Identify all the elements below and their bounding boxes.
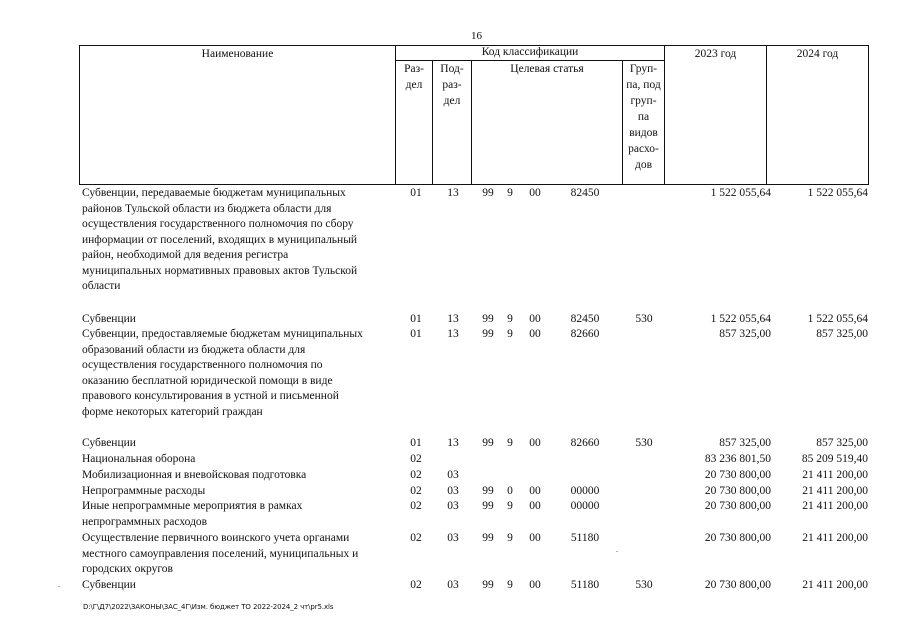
row-expense-group: 530 (635, 313, 653, 325)
row-podrazdel: 03 (447, 485, 459, 497)
row-name: Субвенции, передаваемые бюджетам муниципальных районов Тульской области из бюджета области для осуществления государственного полномочия по сбору информации от поселений, входящих в муниципальный район, необходимой для ведения регистра муниципальных нормативных правовых актов Тульской области (82, 187, 358, 292)
row-value-2023: 857 325,00 (719, 328, 771, 340)
row-target-program: 99 (482, 579, 494, 591)
row-target-main: 00 (529, 187, 541, 199)
row-value-2024: 21 411 200,00 (802, 532, 868, 544)
row-value-2023: 1 522 055,64 (710, 313, 771, 325)
row-podrazdel: 13 (447, 328, 459, 340)
row-name: Национальная оборона (82, 453, 196, 465)
footer-file-path: D:\Г\Д7\2022\ЗАКОНЫ\ЗАС_4Г\Изм. бюджет ТО 2022-2024_2 чт\pr5.xls (83, 603, 334, 611)
row-target-direction: 51180 (570, 579, 600, 591)
row-name: Субвенции (82, 579, 136, 591)
row-name: Субвенции, предоставляемые бюджетам муниципальных образований области из бюджета области для осуществления государственного полномочия по оказанию бесплатной юридической помощи в виде правового консультирования в устной и письменной форме некоторых категорий граждан (82, 328, 363, 418)
table-header (79, 45, 869, 185)
row-podrazdel: 03 (447, 469, 459, 481)
header-year-2024: 2024 год (767, 46, 869, 185)
row-name: Субвенции (82, 437, 136, 449)
row-podrazdel: 13 (447, 437, 459, 449)
row-razdel: 02 (410, 579, 422, 591)
header-group: Груп- па, под груп- па видов расхо- дов (623, 61, 665, 185)
header-name: Наименование (80, 46, 396, 185)
row-target-direction: 51180 (570, 532, 600, 544)
row-value-2024: 21 411 200,00 (802, 579, 868, 591)
row-target-main: 00 (529, 579, 541, 591)
row-value-2023: 20 730 800,00 (704, 579, 771, 591)
row-target-subprogram: 9 (507, 313, 513, 325)
row-target-direction: 82660 (570, 437, 600, 449)
row-razdel: 01 (410, 313, 422, 325)
row-razdel: 02 (410, 485, 422, 497)
row-podrazdel: 03 (447, 500, 459, 512)
row-razdel: 02 (410, 469, 422, 481)
row-target-subprogram: 0 (507, 485, 513, 497)
row-podrazdel: 03 (447, 579, 459, 591)
row-target-direction: 00000 (570, 485, 600, 497)
row-value-2024: 857 325,00 (816, 328, 868, 340)
row-value-2024: 1 522 055,64 (807, 313, 868, 325)
row-razdel: 01 (410, 328, 422, 340)
header-year-2023: 2023 год (665, 46, 767, 185)
row-target-main: 00 (529, 328, 541, 340)
row-podrazdel: 13 (447, 187, 459, 199)
row-target-direction: 82660 (570, 328, 600, 340)
row-name: Непрограммные расходы (82, 485, 206, 497)
row-expense-group: 530 (635, 437, 653, 449)
row-value-2023: 857 325,00 (719, 437, 771, 449)
row-razdel: 01 (410, 187, 422, 199)
row-target-program: 99 (482, 532, 494, 544)
row-expense-group: 530 (635, 579, 653, 591)
row-target-direction: 82450 (570, 187, 600, 199)
row-target-subprogram: 9 (507, 532, 513, 544)
row-target-direction: 82450 (570, 313, 600, 325)
row-target-subprogram: 9 (507, 500, 513, 512)
row-target-program: 99 (482, 485, 494, 497)
row-target-main: 00 (529, 313, 541, 325)
row-name: Иные непрограммные мероприятия в рамках непрограммных расходов (82, 500, 303, 528)
header-podrazdel: Под- раз- дел (433, 61, 472, 185)
header-code-classification: Код классификации (396, 46, 665, 61)
row-value-2024: 21 411 200,00 (802, 469, 868, 481)
header-razdel: Раз- дел (396, 61, 433, 185)
row-target-main: 00 (529, 500, 541, 512)
row-value-2024: 1 522 055,64 (807, 187, 868, 199)
page-number: 16 (471, 30, 482, 42)
row-target-program: 99 (482, 328, 494, 340)
row-name: Мобилизационная и вневойсковая подготовка (82, 469, 307, 481)
row-name: Осуществление первичного воинского учета органами местного самоуправления поселений, муниципальных и городских округов (82, 532, 359, 575)
row-value-2024: 21 411 200,00 (802, 485, 868, 497)
row-target-program: 99 (482, 500, 494, 512)
row-razdel: 01 (410, 437, 422, 449)
row-value-2023: 1 522 055,64 (710, 187, 771, 199)
row-value-2024: 85 209 519,40 (801, 453, 868, 465)
row-podrazdel: 13 (447, 313, 459, 325)
header-target-article: Целевая статья (472, 61, 623, 185)
row-target-direction: 00000 (570, 500, 600, 512)
row-target-program: 99 (482, 313, 494, 325)
row-value-2023: 20 730 800,00 (704, 500, 771, 512)
row-target-program: 99 (482, 187, 494, 199)
row-value-2023: 20 730 800,00 (704, 485, 771, 497)
row-razdel: 02 (410, 453, 422, 465)
row-value-2023: 20 730 800,00 (704, 469, 771, 481)
row-target-subprogram: 9 (507, 328, 513, 340)
row-target-main: 00 (529, 485, 541, 497)
scan-speck: . (616, 545, 618, 554)
row-target-subprogram: 9 (507, 437, 513, 449)
row-value-2023: 83 236 801,50 (704, 453, 771, 465)
row-razdel: 02 (410, 532, 422, 544)
row-razdel: 02 (410, 500, 422, 512)
row-value-2023: 20 730 800,00 (704, 532, 771, 544)
row-target-program: 99 (482, 437, 494, 449)
row-name: Субвенции (82, 313, 136, 325)
row-target-main: 00 (529, 532, 541, 544)
row-podrazdel: 03 (447, 532, 459, 544)
row-target-subprogram: 9 (507, 187, 513, 199)
row-value-2024: 857 325,00 (816, 437, 868, 449)
row-target-main: 00 (529, 437, 541, 449)
row-target-subprogram: 9 (507, 579, 513, 591)
scan-speck: . (58, 580, 60, 589)
row-value-2024: 21 411 200,00 (802, 500, 868, 512)
